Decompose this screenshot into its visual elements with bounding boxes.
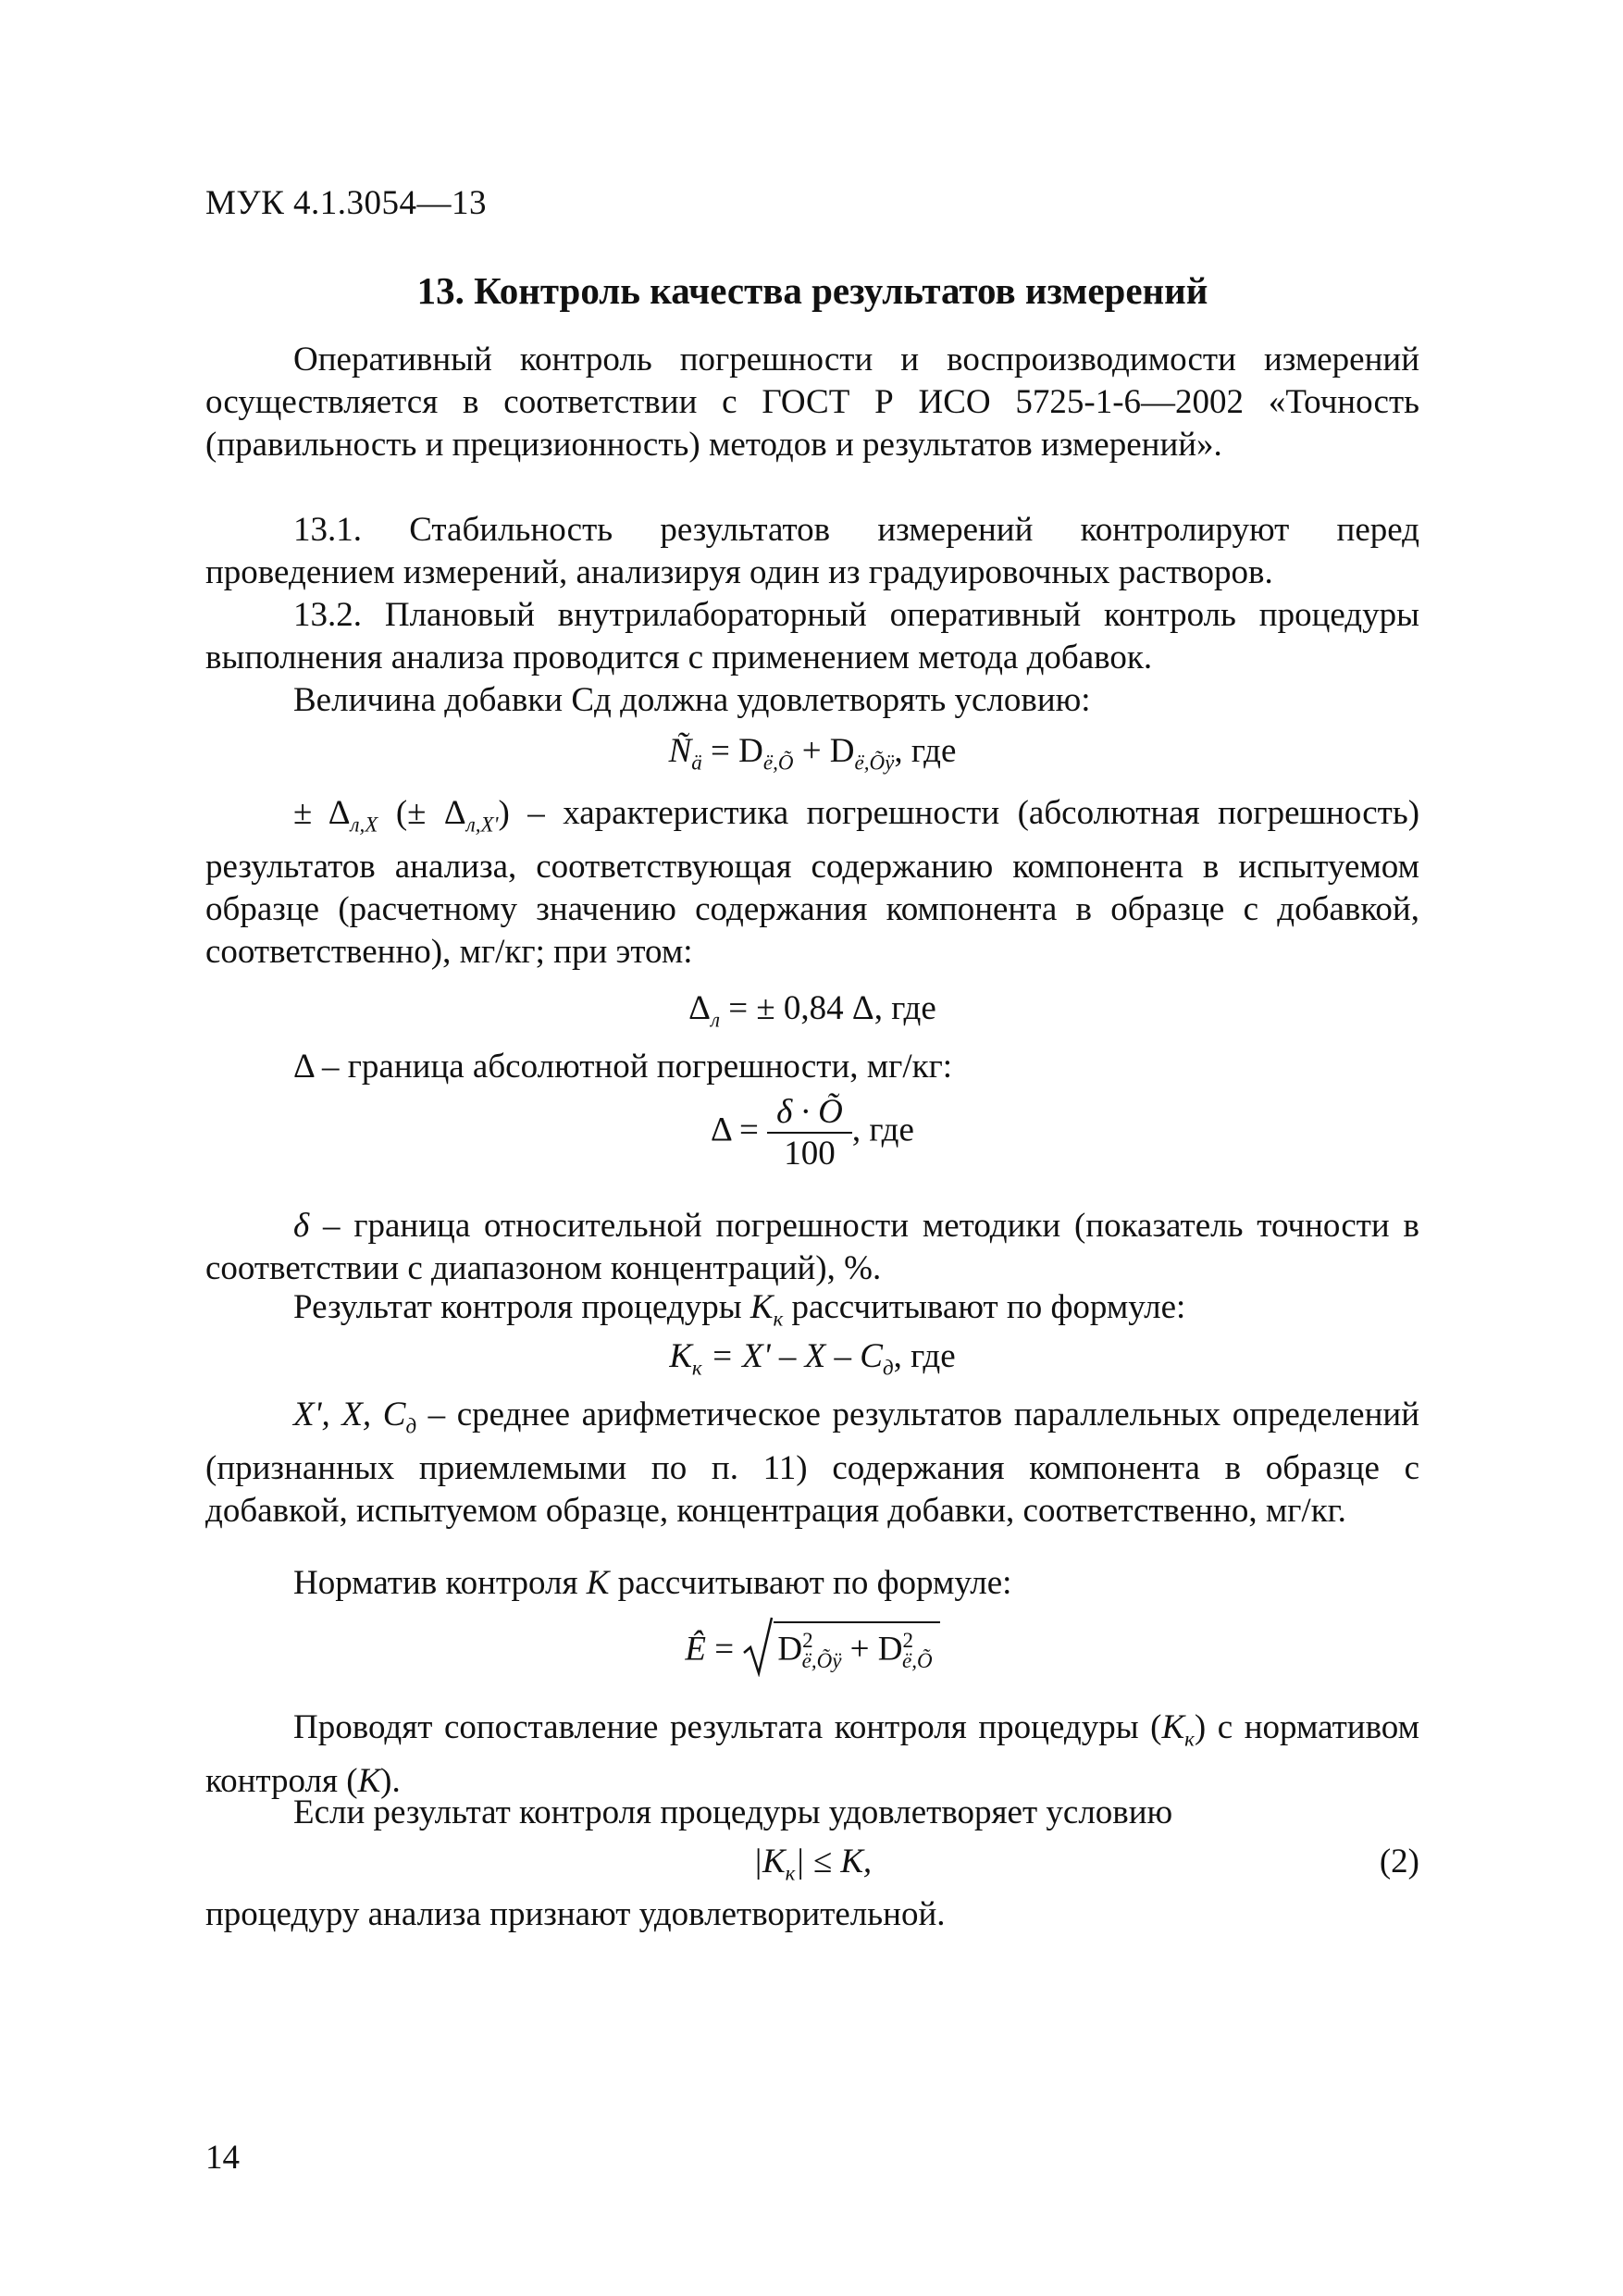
formula-delta-l: [205, 988, 1419, 1032]
formula-delta: [205, 1092, 1419, 1173]
formula-text: =: [706, 1630, 743, 1669]
text-symbol: К: [586, 1564, 610, 1602]
radicand: [774, 1621, 939, 1673]
fraction-numerator: δ · Õ: [767, 1092, 852, 1134]
square-root: [742, 1621, 939, 1673]
text-subscript: л,X: [350, 813, 378, 837]
formula-text: + D: [793, 732, 855, 770]
text-subscript: д: [405, 1414, 417, 1438]
formula-text: = D: [701, 732, 763, 770]
paragraph-additive: Величина добавки Сд должна удовлетворять условию:: [293, 681, 1091, 719]
text-run: ± Δ: [293, 794, 351, 832]
text-symbol: К: [1161, 1708, 1185, 1746]
formula-text: | ≤ К,: [795, 1843, 873, 1880]
formula-condition-2: [205, 1842, 1419, 1885]
formula-symbol: К: [669, 1337, 692, 1375]
formula-subscript: ë,Õÿ: [854, 751, 895, 775]
fraction-denominator: 100: [784, 1135, 836, 1173]
formula-symbol: Ñ: [668, 732, 692, 770]
text-run: Результат контроля процедуры: [293, 1288, 750, 1326]
text-run: (± Δ: [378, 794, 466, 832]
text-subscript: к: [1184, 1727, 1195, 1751]
formula-text: D: [777, 1630, 803, 1669]
paragraph-13-1: 13.1. Стабильность результатов измерений контролируют перед проведением измерений, анализируя один из градуировочных растворов.: [205, 511, 1419, 591]
text-run: – среднее арифметическое результатов параллельных определений (признанных приемлемыми по п. 11) содержания компонента в образце с добавкой, испытуемом образце, концентрация добавки, соответственно, мг/кг.: [205, 1396, 1419, 1531]
document-header: МУК 4.1.3054—13: [205, 184, 488, 222]
text-run: ).: [380, 1762, 401, 1801]
formula-text: , где: [894, 732, 957, 770]
text-run: рассчитывают по формуле:: [783, 1288, 1186, 1326]
formula-superscript: 2: [802, 1629, 813, 1652]
formula-subscript: ë,Õ: [902, 1648, 933, 1672]
text-run: Норматив контроля: [293, 1564, 587, 1602]
section-title: 13. Контроль качества результатов измерений: [416, 269, 1208, 312]
text-symbol: К: [357, 1762, 381, 1801]
equation-number: (2): [1379, 1843, 1419, 1880]
text-symbol: X', X, C: [293, 1396, 406, 1433]
formula-fraction: [767, 1092, 852, 1173]
formula-text: + D: [841, 1630, 903, 1669]
text-subscript: л,X': [465, 813, 499, 837]
paragraph-variables: [205, 1394, 1419, 1533]
text-run: – граница относительной погрешности методики (показатель точности в соответствии с диапазоном концентраций), %.: [205, 1207, 1419, 1287]
paragraph-13-2: 13.2. Плановый внутрилабораторный оперативный контроль процедуры выполнения анализа проводится с применением метода добавок.: [205, 596, 1419, 676]
formula-additive-condition: [205, 731, 1419, 775]
paragraph-intro: Оперативный контроль погрешности и воспроизводимости измерений осуществляется в соответствии с ГОСТ Р ИСО 5725-1-6—2002 «Точность (правильность и прецизионность) методов и результатов измерений».: [205, 341, 1419, 464]
page-number: 14: [205, 2139, 240, 2177]
formula-control-result: [205, 1336, 1419, 1380]
formula-text: , где: [893, 1337, 956, 1375]
paragraph-delta-definition: Δ – граница абсолютной погрешности, мг/кг:: [293, 1048, 953, 1086]
text-subscript: к: [773, 1307, 784, 1331]
paragraph-comparison: [205, 1706, 1419, 1803]
formula-subscript: л: [710, 1008, 720, 1032]
text-run: рассчитывают по формуле:: [609, 1564, 1012, 1602]
text-run: ) с нормативом контроля (: [205, 1708, 1419, 1801]
formula-text: Δ =: [711, 1111, 768, 1149]
paragraph-norm: [205, 1562, 1419, 1605]
formula-subscript: д: [882, 1356, 894, 1380]
formula-subscript: к: [691, 1356, 702, 1380]
formula-subscript: ë,Õÿ: [801, 1648, 842, 1672]
formula-text: = X' – X – C: [701, 1337, 883, 1375]
radical-sign-icon: [742, 1616, 774, 1677]
paragraph-error-characteristic: [205, 792, 1419, 974]
text-run: ) – характеристика погрешности (абсолютная погрешность) результатов анализа, соответствующая содержанию компонента в испытуемом образце (расчетному значению содержания компонента в образце с добавкой, соответственно), мг/кг; при этом:: [205, 794, 1420, 972]
formula-subscript: ä: [691, 751, 702, 775]
paragraph-delta-relative: [205, 1205, 1419, 1290]
text-symbol: δ: [293, 1207, 310, 1245]
formula-text: , где: [851, 1111, 914, 1149]
formula-superscript: 2: [902, 1629, 913, 1652]
text-symbol: К: [750, 1288, 774, 1326]
formula-symbol: Δ: [688, 989, 711, 1027]
text-run: Проводят сопоставление результата контроля процедуры (: [293, 1708, 1162, 1746]
paragraph-conclusion: процедуру анализа признают удовлетворительной.: [205, 1895, 946, 1933]
paragraph-control-result: [205, 1286, 1419, 1340]
formula-norm: [205, 1621, 1419, 1673]
formula-text: = ± 0,84 Δ, где: [720, 989, 936, 1027]
formula-symbol: |К: [752, 1843, 786, 1880]
formula-subscript: к: [785, 1861, 796, 1885]
formula-subscript: ë,Õ: [762, 751, 794, 775]
formula-symbol: Ê: [685, 1630, 707, 1669]
paragraph-condition: Если результат контроля процедуры удовлетворяет условию: [293, 1793, 1173, 1831]
